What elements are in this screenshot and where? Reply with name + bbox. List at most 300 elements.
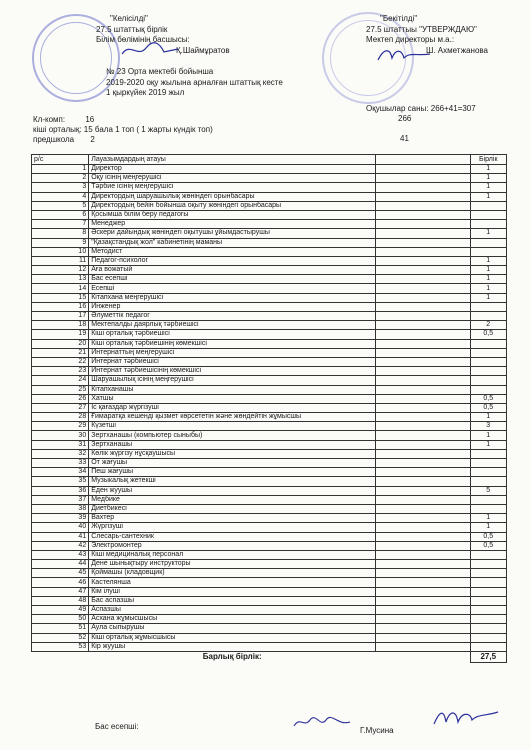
row-number: 4 xyxy=(32,192,89,201)
row-number: 44 xyxy=(32,560,89,569)
row-number: 15 xyxy=(32,293,89,302)
row-gap-cell xyxy=(376,247,470,256)
header-name: Лауазымдардың атауы xyxy=(89,155,376,165)
accountant-name: Г.Мусина xyxy=(360,726,394,735)
row-gap-cell xyxy=(376,523,470,532)
header-left-units: 27.5 штаттық бірлік xyxy=(96,24,168,34)
row-number: 36 xyxy=(32,486,89,495)
row-unit-value xyxy=(470,495,506,504)
title-line-3: 1 қыркүйек 2019 жыл xyxy=(106,88,185,98)
row-number: 16 xyxy=(32,302,89,311)
header-right-position: Мектеп директоры м.а.: xyxy=(366,35,455,45)
row-number: 5 xyxy=(32,201,89,210)
row-position-name: Күзетші xyxy=(89,422,376,431)
row-gap-cell xyxy=(376,514,470,523)
row-number: 11 xyxy=(32,256,89,265)
row-unit-value xyxy=(470,624,506,633)
row-number: 1 xyxy=(32,165,89,174)
document-title xyxy=(106,67,283,99)
table-row xyxy=(32,550,507,559)
row-position-name: Директордың бейін бойынша оқыту жөніндегі орынбасары xyxy=(89,201,376,210)
row-number: 51 xyxy=(32,624,89,633)
row-unit-value xyxy=(470,449,506,458)
row-position-name: Слесарь-сантехник xyxy=(89,532,376,541)
row-position-name: Интернат тәрбиешісі xyxy=(89,357,376,366)
row-position-name: Қосымша білім беру педагогы xyxy=(89,210,376,219)
row-number: 30 xyxy=(32,431,89,440)
row-position-name: Интернат тәрбиешісінің көмекшісі xyxy=(89,367,376,376)
row-unit-value xyxy=(470,569,506,578)
table-row xyxy=(32,587,507,596)
row-unit-value xyxy=(470,477,506,486)
small-center-line: кіші орталық: 15 бала 1 топ ( 1 жарты күндік топ) xyxy=(33,125,213,134)
row-number: 33 xyxy=(32,459,89,468)
preschool-line xyxy=(33,135,95,146)
row-gap-cell xyxy=(376,431,470,440)
row-unit-value: 5 xyxy=(470,486,506,495)
row-gap-cell xyxy=(376,422,470,431)
row-number: 45 xyxy=(32,569,89,578)
row-number: 41 xyxy=(32,532,89,541)
row-gap-cell xyxy=(376,293,470,302)
approved-label: "Бекітілді" xyxy=(380,14,418,23)
table-row xyxy=(32,284,507,293)
row-position-name: Музыкалық жетекші xyxy=(89,477,376,486)
row-number: 47 xyxy=(32,587,89,596)
row-number: 9 xyxy=(32,238,89,247)
row-position-name: Кім ілуші xyxy=(89,587,376,596)
row-unit-value: 1 xyxy=(470,284,506,293)
row-position-name: Асхана жұмысшысы xyxy=(89,615,376,624)
title-line-2: 2019-2020 оқу жылына арналған штаттық кесте xyxy=(106,77,283,87)
students-count-266: 266 xyxy=(398,114,412,123)
row-number: 12 xyxy=(32,266,89,275)
row-gap-cell xyxy=(376,486,470,495)
table-row xyxy=(32,633,507,642)
total-num-cell xyxy=(32,651,89,662)
row-number: 20 xyxy=(32,339,89,348)
row-gap-cell xyxy=(376,220,470,229)
row-gap-cell xyxy=(376,210,470,219)
table-row xyxy=(32,201,507,210)
total-label: Барлық бірлік: xyxy=(202,652,262,662)
row-position-name: Көлік жүргізу нұсқаушысы xyxy=(89,449,376,458)
row-position-name: Менеджер xyxy=(89,220,376,229)
table-row xyxy=(32,165,507,174)
row-position-name: Аула сыпырушы xyxy=(89,624,376,633)
row-gap-cell xyxy=(376,449,470,458)
table-row xyxy=(32,339,507,348)
students-count: Оқушылар саны: 266+41=307 xyxy=(366,104,476,113)
row-unit-value: 0,5 xyxy=(470,532,506,541)
row-unit-value xyxy=(470,339,506,348)
row-unit-value: 0,5 xyxy=(470,330,506,339)
total-row xyxy=(32,651,507,662)
row-gap-cell xyxy=(376,348,470,357)
row-number: 49 xyxy=(32,606,89,615)
row-position-name: Педагог-психолог xyxy=(89,256,376,265)
table-row xyxy=(32,468,507,477)
row-position-name: Шаруашылық ісінің меңгерушісі xyxy=(89,376,376,385)
row-gap-cell xyxy=(376,238,470,247)
table-row xyxy=(32,293,507,302)
table-row xyxy=(32,348,507,357)
table-row xyxy=(32,256,507,265)
signature-accountant xyxy=(292,712,352,734)
row-number: 35 xyxy=(32,477,89,486)
row-position-name: Вахтер xyxy=(89,514,376,523)
row-gap-cell xyxy=(376,624,470,633)
row-gap-cell xyxy=(376,312,470,321)
row-position-name: Бас аспазшы xyxy=(89,596,376,605)
row-unit-value xyxy=(470,615,506,624)
row-gap-cell xyxy=(376,532,470,541)
table-row xyxy=(32,523,507,532)
row-gap-cell xyxy=(376,477,470,486)
row-position-name: Кітапхана меңгерушісі xyxy=(89,293,376,302)
row-gap-cell xyxy=(376,468,470,477)
header-num: р/с xyxy=(32,155,89,165)
row-gap-cell xyxy=(376,560,470,569)
table-row xyxy=(32,302,507,311)
row-unit-value xyxy=(470,468,506,477)
row-gap-cell xyxy=(376,394,470,403)
row-position-name: Кіші орталық тәрбиешісі xyxy=(89,330,376,339)
row-unit-value xyxy=(470,642,506,651)
row-unit-value xyxy=(470,201,506,210)
table-row xyxy=(32,449,507,458)
row-gap-cell xyxy=(376,256,470,265)
row-unit-value xyxy=(470,302,506,311)
students-count-41: 41 xyxy=(400,134,409,143)
row-number: 37 xyxy=(32,495,89,504)
row-number: 7 xyxy=(32,220,89,229)
row-gap-cell xyxy=(376,174,470,183)
row-gap-cell xyxy=(376,367,470,376)
row-gap-cell xyxy=(376,606,470,615)
agreed-label: "Келісілді" xyxy=(110,14,148,23)
kl-komp-line xyxy=(33,115,94,126)
row-gap-cell xyxy=(376,578,470,587)
row-gap-cell xyxy=(376,321,470,330)
row-number: 14 xyxy=(32,284,89,293)
table-row xyxy=(32,578,507,587)
row-gap-cell xyxy=(376,266,470,275)
row-number: 10 xyxy=(32,247,89,256)
row-position-name: Кір жуушы xyxy=(89,642,376,651)
row-number: 18 xyxy=(32,321,89,330)
row-unit-value: 0,5 xyxy=(470,394,506,403)
row-position-name: Іс қағаздар жүргізуші xyxy=(89,403,376,412)
row-unit-value: 1 xyxy=(470,266,506,275)
row-number: 3 xyxy=(32,183,89,192)
row-position-name: Диетбикесі xyxy=(89,504,376,513)
row-unit-value: 2 xyxy=(470,321,506,330)
row-number: 39 xyxy=(32,514,89,523)
table-row xyxy=(32,376,507,385)
row-number: 24 xyxy=(32,376,89,385)
row-gap-cell xyxy=(376,339,470,348)
row-unit-value xyxy=(470,606,506,615)
table-row xyxy=(32,560,507,569)
row-position-name: Аспазшы xyxy=(89,606,376,615)
row-unit-value: 1 xyxy=(470,440,506,449)
kl-komp-value: 16 xyxy=(85,115,95,124)
row-gap-cell xyxy=(376,569,470,578)
row-number: 8 xyxy=(32,229,89,238)
row-number: 52 xyxy=(32,633,89,642)
kl-komp-label: Кл-комп: xyxy=(33,115,66,124)
row-number: 19 xyxy=(32,330,89,339)
table-row xyxy=(32,615,507,624)
table-row xyxy=(32,413,507,422)
title-line-1: № 23 Орта мектебі бойынша xyxy=(106,67,214,76)
row-unit-value: 1 xyxy=(470,256,506,265)
header-right-units: 27.5 штаттыы "УТВЕРЖДАЮ" xyxy=(366,24,477,34)
row-unit-value: 1 xyxy=(470,183,506,192)
total-gap-cell xyxy=(376,651,470,662)
row-gap-cell xyxy=(376,504,470,513)
table-row xyxy=(32,486,507,495)
row-position-name: Интернаттың меңгерушісі xyxy=(89,348,376,357)
header-right-signer: Ш. Ахметжанова xyxy=(426,45,489,55)
row-position-name: Еден жуушы xyxy=(89,486,376,495)
table-header-row xyxy=(32,155,507,165)
table-row xyxy=(32,514,507,523)
row-gap-cell xyxy=(376,596,470,605)
row-position-name: Зертханашы (компьютер сыныбы) xyxy=(89,431,376,440)
row-unit-value xyxy=(470,312,506,321)
row-number: 32 xyxy=(32,449,89,458)
table-row xyxy=(32,367,507,376)
row-number: 38 xyxy=(32,504,89,513)
table-row xyxy=(32,440,507,449)
table-row xyxy=(32,174,507,183)
row-gap-cell xyxy=(376,541,470,550)
table-row xyxy=(32,312,507,321)
row-number: 13 xyxy=(32,275,89,284)
header-gap xyxy=(376,155,470,165)
row-gap-cell xyxy=(376,183,470,192)
row-gap-cell xyxy=(376,413,470,422)
row-unit-value: 1 xyxy=(470,523,506,532)
table-row xyxy=(32,495,507,504)
row-gap-cell xyxy=(376,201,470,210)
row-unit-value xyxy=(470,348,506,357)
row-gap-cell xyxy=(376,330,470,339)
table-row xyxy=(32,385,507,394)
row-gap-cell xyxy=(376,165,470,174)
table-row xyxy=(32,220,507,229)
preschool-value: 2 xyxy=(90,135,95,144)
row-unit-value: 1 xyxy=(470,165,506,174)
row-unit-value xyxy=(470,633,506,642)
row-gap-cell xyxy=(376,192,470,201)
table-row xyxy=(32,459,507,468)
row-unit-value: 1 xyxy=(470,514,506,523)
row-unit-value xyxy=(470,357,506,366)
row-unit-value: 1 xyxy=(470,413,506,422)
table-row xyxy=(32,569,507,578)
row-position-name: Бас есепші xyxy=(89,275,376,284)
row-position-name: Мектепалды даярлық тәрбиешісі xyxy=(89,321,376,330)
table-row xyxy=(32,321,507,330)
header-left-position: Білім бөлімінің басшысы: xyxy=(96,35,190,45)
table-row xyxy=(32,210,507,219)
preschool-label: предшкола xyxy=(33,135,75,144)
signature-right-header xyxy=(376,44,432,66)
row-position-name: Кіші орталық жұмысшысы xyxy=(89,633,376,642)
row-gap-cell xyxy=(376,275,470,284)
header-unit: Бірлік xyxy=(470,155,506,165)
row-gap-cell xyxy=(376,633,470,642)
row-unit-value: 1 xyxy=(470,229,506,238)
table-row xyxy=(32,541,507,550)
row-position-name: Директор xyxy=(89,165,376,174)
row-gap-cell xyxy=(376,615,470,624)
row-position-name: Зертханашы xyxy=(89,440,376,449)
row-unit-value: 1 xyxy=(470,293,506,302)
row-number: 40 xyxy=(32,523,89,532)
row-position-name: Тәрбие ісінің меңгерушісі xyxy=(89,183,376,192)
row-unit-value xyxy=(470,459,506,468)
row-position-name: Кіші орталық тәрбиешінің көмекшісі xyxy=(89,339,376,348)
row-number: 25 xyxy=(32,385,89,394)
row-unit-value: 3 xyxy=(470,422,506,431)
row-position-name: Дене шынықтыру инструкторы xyxy=(89,560,376,569)
row-number: 29 xyxy=(32,422,89,431)
table-row xyxy=(32,477,507,486)
row-gap-cell xyxy=(376,587,470,596)
table-row xyxy=(32,403,507,412)
row-unit-value xyxy=(470,220,506,229)
row-position-name: Әлуметтік педагог xyxy=(89,312,376,321)
row-number: 28 xyxy=(32,413,89,422)
table-row xyxy=(32,192,507,201)
row-number: 48 xyxy=(32,596,89,605)
row-position-name: Методист xyxy=(89,247,376,256)
row-position-name: Оқу ісінің меңгерушісі xyxy=(89,174,376,183)
row-position-name: Кітапханашы xyxy=(89,385,376,394)
row-position-name: Директордың шаруашылық жөніндегі орынбасары xyxy=(89,192,376,201)
table-row xyxy=(32,330,507,339)
row-position-name: Медбике xyxy=(89,495,376,504)
row-position-name: Хатшы xyxy=(89,394,376,403)
row-number: 42 xyxy=(32,541,89,550)
row-position-name: Жүргізуші xyxy=(89,523,376,532)
row-gap-cell xyxy=(376,440,470,449)
table-row xyxy=(32,596,507,605)
row-unit-value xyxy=(470,238,506,247)
row-position-name: От жағушы xyxy=(89,459,376,468)
row-position-name: Аға вожатый xyxy=(89,266,376,275)
row-unit-value xyxy=(470,247,506,256)
row-number: 27 xyxy=(32,403,89,412)
row-number: 50 xyxy=(32,615,89,624)
table-row xyxy=(32,229,507,238)
signature-left-header xyxy=(120,40,180,60)
row-position-name: Ғимаратқа кешенді қызмет көрсететін және жөндейтін жұмысшы xyxy=(89,413,376,422)
row-unit-value: 1 xyxy=(470,174,506,183)
row-position-name: Әскери дайындық жөніндегі оқытушы ұйымдастырушы xyxy=(89,229,376,238)
table-row xyxy=(32,624,507,633)
row-number: 26 xyxy=(32,394,89,403)
row-unit-value xyxy=(470,550,506,559)
row-unit-value xyxy=(470,376,506,385)
row-number: 31 xyxy=(32,440,89,449)
row-gap-cell xyxy=(376,302,470,311)
row-gap-cell xyxy=(376,376,470,385)
row-unit-value: 1 xyxy=(470,275,506,284)
table-row xyxy=(32,504,507,513)
row-number: 22 xyxy=(32,357,89,366)
row-number: 43 xyxy=(32,550,89,559)
table-row xyxy=(32,238,507,247)
row-number: 2 xyxy=(32,174,89,183)
row-gap-cell xyxy=(376,385,470,394)
table-row xyxy=(32,357,507,366)
row-unit-value xyxy=(470,596,506,605)
table-row xyxy=(32,532,507,541)
row-unit-value: 1 xyxy=(470,192,506,201)
table-row xyxy=(32,431,507,440)
row-position-name: Электромонтер xyxy=(89,541,376,550)
row-unit-value: 1 xyxy=(470,431,506,440)
row-gap-cell xyxy=(376,459,470,468)
row-position-name: Есепші xyxy=(89,284,376,293)
row-gap-cell xyxy=(376,284,470,293)
row-gap-cell xyxy=(376,550,470,559)
row-number: 53 xyxy=(32,642,89,651)
table-row xyxy=(32,247,507,256)
staff-table xyxy=(31,154,507,663)
row-number: 21 xyxy=(32,348,89,357)
row-gap-cell xyxy=(376,229,470,238)
row-position-name: "Қазақстандық жол" кабинетінің маманы xyxy=(89,238,376,247)
table-row xyxy=(32,266,507,275)
row-position-name: Пеш жағушы xyxy=(89,468,376,477)
row-unit-value xyxy=(470,504,506,513)
header-left-signer: Қ.Шаймұратов xyxy=(176,45,230,55)
row-gap-cell xyxy=(376,495,470,504)
table-row xyxy=(32,275,507,284)
table-row xyxy=(32,422,507,431)
row-position-name: Қоймашы (кладовщик) xyxy=(89,569,376,578)
row-unit-value xyxy=(470,587,506,596)
table-row xyxy=(32,394,507,403)
row-position-name: Кастелянша xyxy=(89,578,376,587)
row-number: 23 xyxy=(32,367,89,376)
table-row xyxy=(32,642,507,651)
row-position-name: Инженер xyxy=(89,302,376,311)
row-number: 17 xyxy=(32,312,89,321)
row-unit-value xyxy=(470,385,506,394)
row-unit-value xyxy=(470,210,506,219)
row-gap-cell xyxy=(376,642,470,651)
row-gap-cell xyxy=(376,357,470,366)
row-number: 46 xyxy=(32,578,89,587)
row-unit-value xyxy=(470,560,506,569)
row-unit-value: 0,5 xyxy=(470,541,506,550)
row-gap-cell xyxy=(376,403,470,412)
table-row xyxy=(32,606,507,615)
accountant-label: Бас есепші: xyxy=(95,722,139,731)
row-unit-value xyxy=(470,367,506,376)
row-number: 6 xyxy=(32,210,89,219)
row-position-name: Кіші медициналық персонал xyxy=(89,550,376,559)
total-value: 27,5 xyxy=(470,651,506,662)
row-unit-value: 0,5 xyxy=(470,403,506,412)
